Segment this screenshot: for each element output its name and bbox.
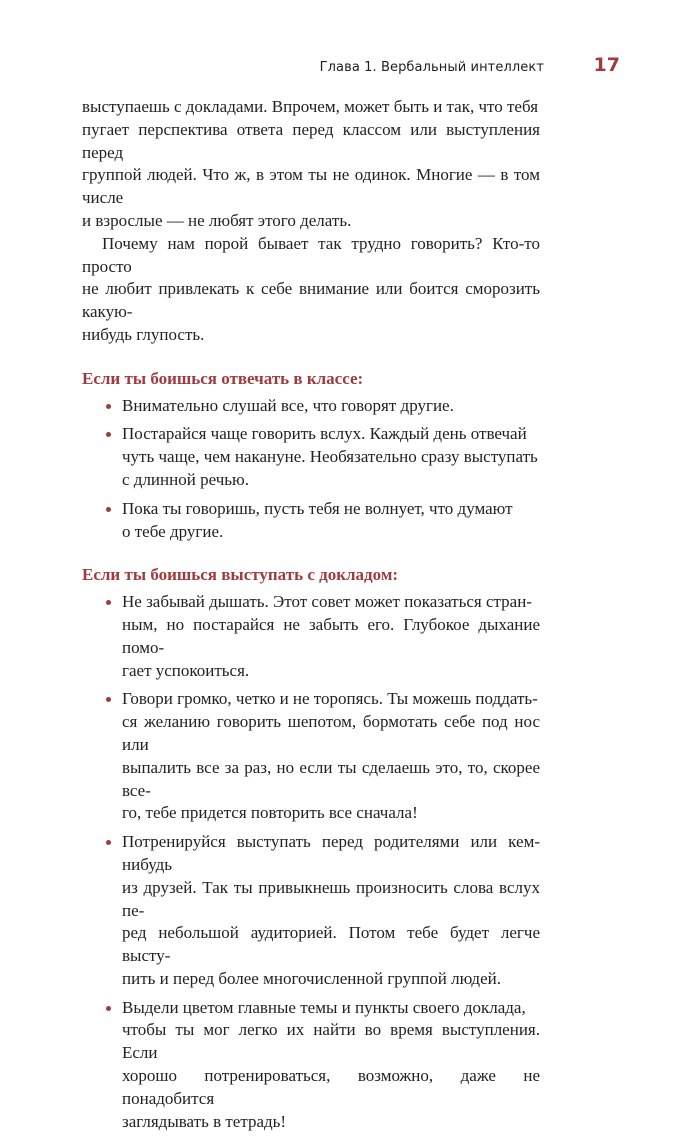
list-item: Потренируйся выступать перед родителями или кем-нибудь из друзей. Так ты привыкнешь произносить слова вслух пе- ред небольшой аудиторией. Потом тебе будет легче высту- пить и перед более многочисленной группой людей. bbox=[82, 831, 540, 991]
list-item: Внимательно слушай все, что говорят другие. bbox=[82, 395, 540, 418]
bullet-icon bbox=[106, 507, 111, 512]
page-body bbox=[82, 96, 540, 1139]
list-item: Говори громко, четко и не торопясь. Ты можешь поддать- ся желанию говорить шепотом, бормотать себе под нос или выпалить все за раз, но если ты сделаешь это, то, скорее все- го, тебе придется повторить все сначала! bbox=[82, 688, 540, 825]
list-item: Пока ты говоришь, пусть тебя не волнует, что думают о тебе другие. bbox=[82, 498, 540, 544]
page-number: 17 bbox=[593, 54, 620, 76]
bullet-list-report bbox=[82, 591, 540, 1133]
chapter-title: Глава 1. Вербальный интеллект bbox=[319, 60, 544, 75]
paragraph-2: Почему нам порой бывает так трудно говорить? Кто-то просто не любит привлекать к себе внимание или боится сморозить какую- нибудь глупость. bbox=[82, 233, 540, 344]
list-item: Выдели цветом главные темы и пункты своего доклада, чтобы ты мог легко их найти во время выступления. Если хорошо потренироваться, возможно, даже не понадобится заглядывать в тетрадь! bbox=[82, 997, 540, 1134]
bullet-icon bbox=[106, 600, 111, 605]
paragraph-1: выступаешь с докладами. Впрочем, может быть и так, что тебя пугает перспектива ответа перед классом или выступления перед группой людей. Что ж, в этом ты не одинок. Многие — в том числе и взрослые — не любят этого делать. bbox=[82, 97, 540, 230]
section-heading-report: Если ты боишься выступать с докладом: bbox=[82, 565, 399, 585]
bullet-icon bbox=[106, 840, 111, 845]
section-heading-class: Если ты боишься отвечать в классе: bbox=[82, 368, 364, 388]
bullet-icon bbox=[106, 697, 111, 702]
list-item: Постарайся чаще говорить вслух. Каждый день отвечай чуть чаще, чем накануне. Необязательно сразу выступать с длинной речью. bbox=[82, 423, 540, 491]
bullet-icon bbox=[106, 432, 111, 437]
bullet-icon bbox=[106, 1006, 111, 1011]
running-header bbox=[82, 56, 620, 80]
bullet-icon bbox=[106, 404, 111, 409]
bullet-list-class bbox=[82, 395, 540, 544]
list-item: Не забывай дышать. Этот совет может показаться стран- ным, но постарайся не забыть его. Глубокое дыхание помо- гает успокоиться. bbox=[82, 591, 540, 682]
